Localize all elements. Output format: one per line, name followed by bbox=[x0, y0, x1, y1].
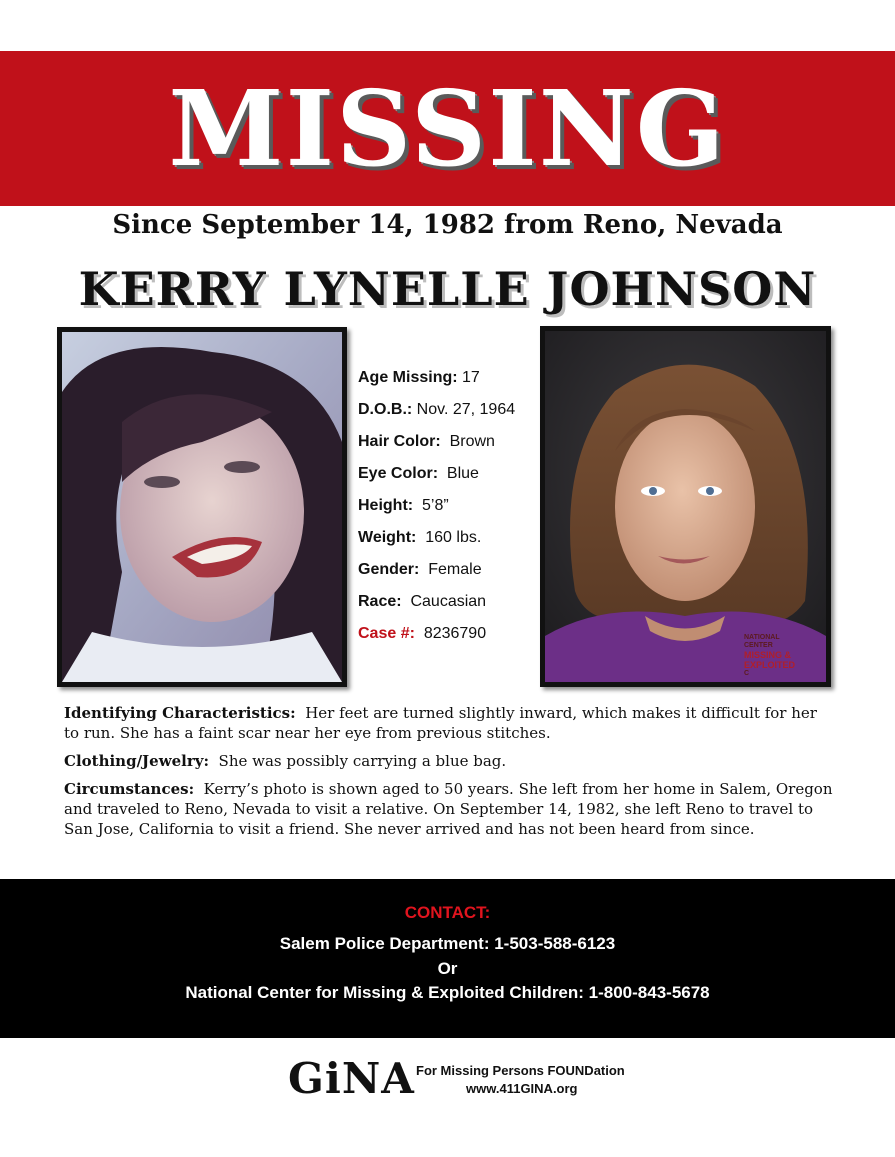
detail-value: Nov. 27, 1964 bbox=[416, 401, 516, 418]
detail-dob bbox=[358, 394, 538, 426]
detail-weight bbox=[358, 522, 538, 554]
detail-case-number bbox=[358, 618, 538, 650]
detail-value: 160 lbs. bbox=[425, 529, 482, 546]
detail-hair-color bbox=[358, 426, 538, 458]
detail-label: Hair Color: bbox=[358, 433, 441, 450]
watermark-line: MISSING & bbox=[744, 650, 792, 660]
detail-label: Gender: bbox=[358, 561, 420, 578]
detail-age-missing bbox=[358, 362, 538, 394]
clothing-text: She was possibly carrying a blue bag. bbox=[218, 752, 507, 770]
circumstances bbox=[64, 779, 834, 839]
missing-person-name: KERRY LYNELLE JOHNSON bbox=[78, 262, 817, 316]
detail-label: Height: bbox=[358, 497, 414, 514]
clothing-label: Clothing/Jewelry: bbox=[64, 752, 209, 770]
detail-height bbox=[358, 490, 538, 522]
detail-value: Blue bbox=[446, 465, 479, 482]
detail-race bbox=[358, 586, 538, 618]
detail-label: Case #: bbox=[358, 625, 415, 642]
detail-label: D.O.B.: bbox=[358, 401, 413, 418]
detail-value: Caucasian bbox=[410, 593, 487, 610]
contact-police-phone: Salem Police Department: 1-503-588-6123 bbox=[279, 934, 616, 953]
circumstances-label: Circumstances: bbox=[64, 780, 195, 798]
contact-panel bbox=[0, 879, 895, 1038]
gina-url: www.411GINA.org bbox=[466, 1081, 578, 1096]
detail-value: 5’8” bbox=[422, 497, 449, 514]
contact-title: CONTACT: bbox=[404, 903, 491, 922]
age-progression-photo bbox=[540, 326, 831, 687]
detail-gender bbox=[358, 554, 538, 586]
details-list bbox=[358, 362, 538, 650]
contact-ncmec-phone: National Center for Missing & Exploited Children: 1-800-843-5678 bbox=[185, 983, 710, 1002]
detail-eye-color bbox=[358, 458, 538, 490]
detail-label: Age Missing: bbox=[358, 369, 458, 386]
identifying-text: Her feet are turned slightly inward, which makes it difficult for her to run. She has a faint scar near her eye from previous stitches. bbox=[64, 704, 817, 742]
banner-title: MISSING bbox=[168, 66, 727, 190]
contact-or: Or bbox=[437, 959, 458, 978]
identifying-characteristics bbox=[64, 703, 834, 743]
watermark-line: C bbox=[744, 670, 750, 677]
detail-value: 17 bbox=[462, 369, 480, 386]
detail-label: Eye Color: bbox=[358, 465, 439, 482]
detail-label: Weight: bbox=[358, 529, 417, 546]
identifying-label: Identifying Characteristics: bbox=[64, 704, 296, 722]
circumstances-text: Kerry’s photo is shown aged to 50 years. She left from her home in Salem, Oregon and traveled to Reno, Nevada to visit a relative. On September 14, 1982, she left Reno to travel to San Jose, California to visit a friend. She never arrived and has not been heard from since. bbox=[64, 780, 833, 838]
watermark-line: NATIONAL bbox=[744, 634, 780, 641]
detail-value: Female bbox=[428, 561, 482, 578]
original-photo bbox=[57, 327, 347, 687]
clothing-jewelry bbox=[64, 751, 834, 771]
missing-banner bbox=[0, 51, 895, 206]
ncmec-watermark bbox=[744, 634, 822, 678]
original-photo-image bbox=[62, 332, 342, 682]
detail-label: Race: bbox=[358, 593, 402, 610]
watermark-line: EXPLOITED bbox=[744, 660, 796, 670]
detail-value: Brown bbox=[449, 433, 495, 450]
detail-value: 8236790 bbox=[423, 625, 487, 642]
missing-since-line: Since September 14, 1982 from Reno, Nevada bbox=[112, 210, 783, 240]
gina-tagline: For Missing Persons FOUNDation bbox=[416, 1063, 625, 1078]
age-progression-image bbox=[545, 331, 826, 682]
gina-logo: GiNA bbox=[288, 1054, 415, 1103]
watermark-line: CENTER bbox=[744, 642, 773, 649]
